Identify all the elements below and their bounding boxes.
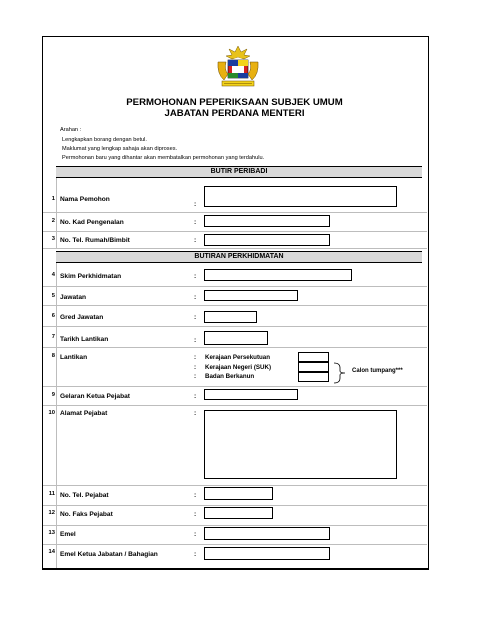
field-colon: : [194,294,197,301]
field-number: 5 [51,293,55,299]
field-label-nama-pemohon: Nama Pemohon [60,196,110,203]
option-kerajaan-negeri-label: Kerajaan Negeri (SUK) [205,364,272,371]
field-number: 3 [51,236,55,242]
section-service-header: BUTIRAN PERKHIDMATAN [56,251,422,263]
option-colon: : [194,364,197,371]
field-colon: : [194,410,197,417]
calon-tumpang-note: Calon tumpang*** [352,368,403,374]
field-number: 10 [48,410,55,416]
faks-pejabat-input[interactable] [204,507,273,519]
instruction-line: Maklumat yang lengkap sahaja akan diproses. [62,146,178,152]
row-divider [43,544,427,545]
row-divider [43,231,427,232]
malaysia-coat-of-arms-icon [214,44,262,90]
field-number: 7 [51,334,55,340]
field-number: 12 [48,510,55,516]
gred-jawatan-input[interactable] [204,311,257,323]
field-number: 6 [51,313,55,319]
number-column-divider [56,178,57,248]
emel-ketua-jabatan-input[interactable] [204,547,330,560]
instruction-line: Lengkapkan borang dengan betul. [62,137,147,143]
skim-perkhidmatan-input[interactable] [204,269,352,281]
field-number: 1 [51,196,55,202]
field-label-faks-pejabat: No. Faks Pejabat [60,511,113,518]
row-divider [43,212,427,213]
field-colon: : [194,273,197,280]
field-number: 14 [48,549,55,555]
field-number: 13 [48,530,55,536]
option-kerajaan-persekutuan-label: Kerajaan Persekutuan [205,354,270,361]
field-label-gelaran-ketua-pejabat: Gelaran Ketua Pejabat [60,393,130,400]
field-label-tel-pejabat: No. Tel. Pejabat [60,492,109,499]
field-colon: : [194,201,197,208]
alamat-pejabat-textarea[interactable] [204,410,397,479]
field-label-alamat-pejabat: Alamat Pejabat [60,410,108,417]
kerajaan-persekutuan-checkbox[interactable] [298,352,329,362]
field-number: 4 [51,272,55,278]
page-title: PERMOHONAN PEPERIKSAAN SUBJEK UMUM [126,97,343,108]
field-label-tel-rumah: No. Tel. Rumah/Bimbit [60,237,130,244]
row-divider [43,305,427,306]
row-divider [43,286,427,287]
calon-bracket-icon [333,362,351,384]
field-label-tarikh-lantikan: Tarikh Lantikan [60,336,109,343]
field-colon: : [194,511,197,518]
instruction-line: Permohonan baru yang dihantar akan membatalkan permohonan yang terdahulu. [62,155,265,161]
kad-pengenalan-input[interactable] [204,215,330,227]
bottom-rule [42,568,428,570]
option-badan-berkanun-label: Badan Berkanun [205,373,255,380]
tel-pejabat-input[interactable] [204,487,273,500]
field-label-kad-pengenalan: No. Kad Pengenalan [60,219,124,226]
nama-pemohon-input[interactable] [204,186,397,207]
jawatan-input[interactable] [204,290,298,301]
field-label-gred-jawatan: Gred Jawatan [60,314,104,321]
field-colon: : [194,393,197,400]
number-column-divider [56,263,57,568]
field-colon: : [194,492,197,499]
option-colon: : [194,354,197,361]
row-divider [43,485,427,486]
instructions-heading: Arahan : [60,127,82,133]
row-divider [43,505,427,506]
field-label-skim-perkhidmatan: Skim Perkhidmatan [60,273,122,280]
field-number: 11 [48,491,55,497]
row-divider [43,405,427,406]
field-label-emel-ketua-jabatan: Emel Ketua Jabatan / Bahagian [60,551,158,558]
field-colon: : [194,219,197,226]
row-divider [43,248,427,249]
badan-berkanun-checkbox[interactable] [298,372,329,382]
kerajaan-negeri-checkbox[interactable] [298,362,329,372]
emel-input[interactable] [204,527,330,540]
field-number: 8 [51,353,55,359]
field-label-jawatan: Jawatan [60,294,87,301]
row-divider [43,326,427,327]
tel-rumah-input[interactable] [204,234,330,246]
field-colon: : [194,237,197,244]
field-colon: : [194,531,197,538]
page-subtitle: JABATAN PERDANA MENTERI [164,108,305,119]
field-number: 2 [51,218,55,224]
row-divider [43,347,427,348]
field-colon: : [194,314,197,321]
field-colon: : [194,551,197,558]
section-personal-header: BUTIR PERIBADI [56,166,422,178]
field-label-lantikan: Lantikan [60,354,88,361]
row-divider [43,386,427,387]
row-divider [43,525,427,526]
tarikh-lantikan-input[interactable] [204,331,268,345]
option-colon: : [194,373,197,380]
field-label-emel: Emel [60,531,76,538]
field-colon: : [194,337,197,344]
field-number: 9 [51,392,55,398]
gelaran-ketua-pejabat-input[interactable] [204,389,298,400]
